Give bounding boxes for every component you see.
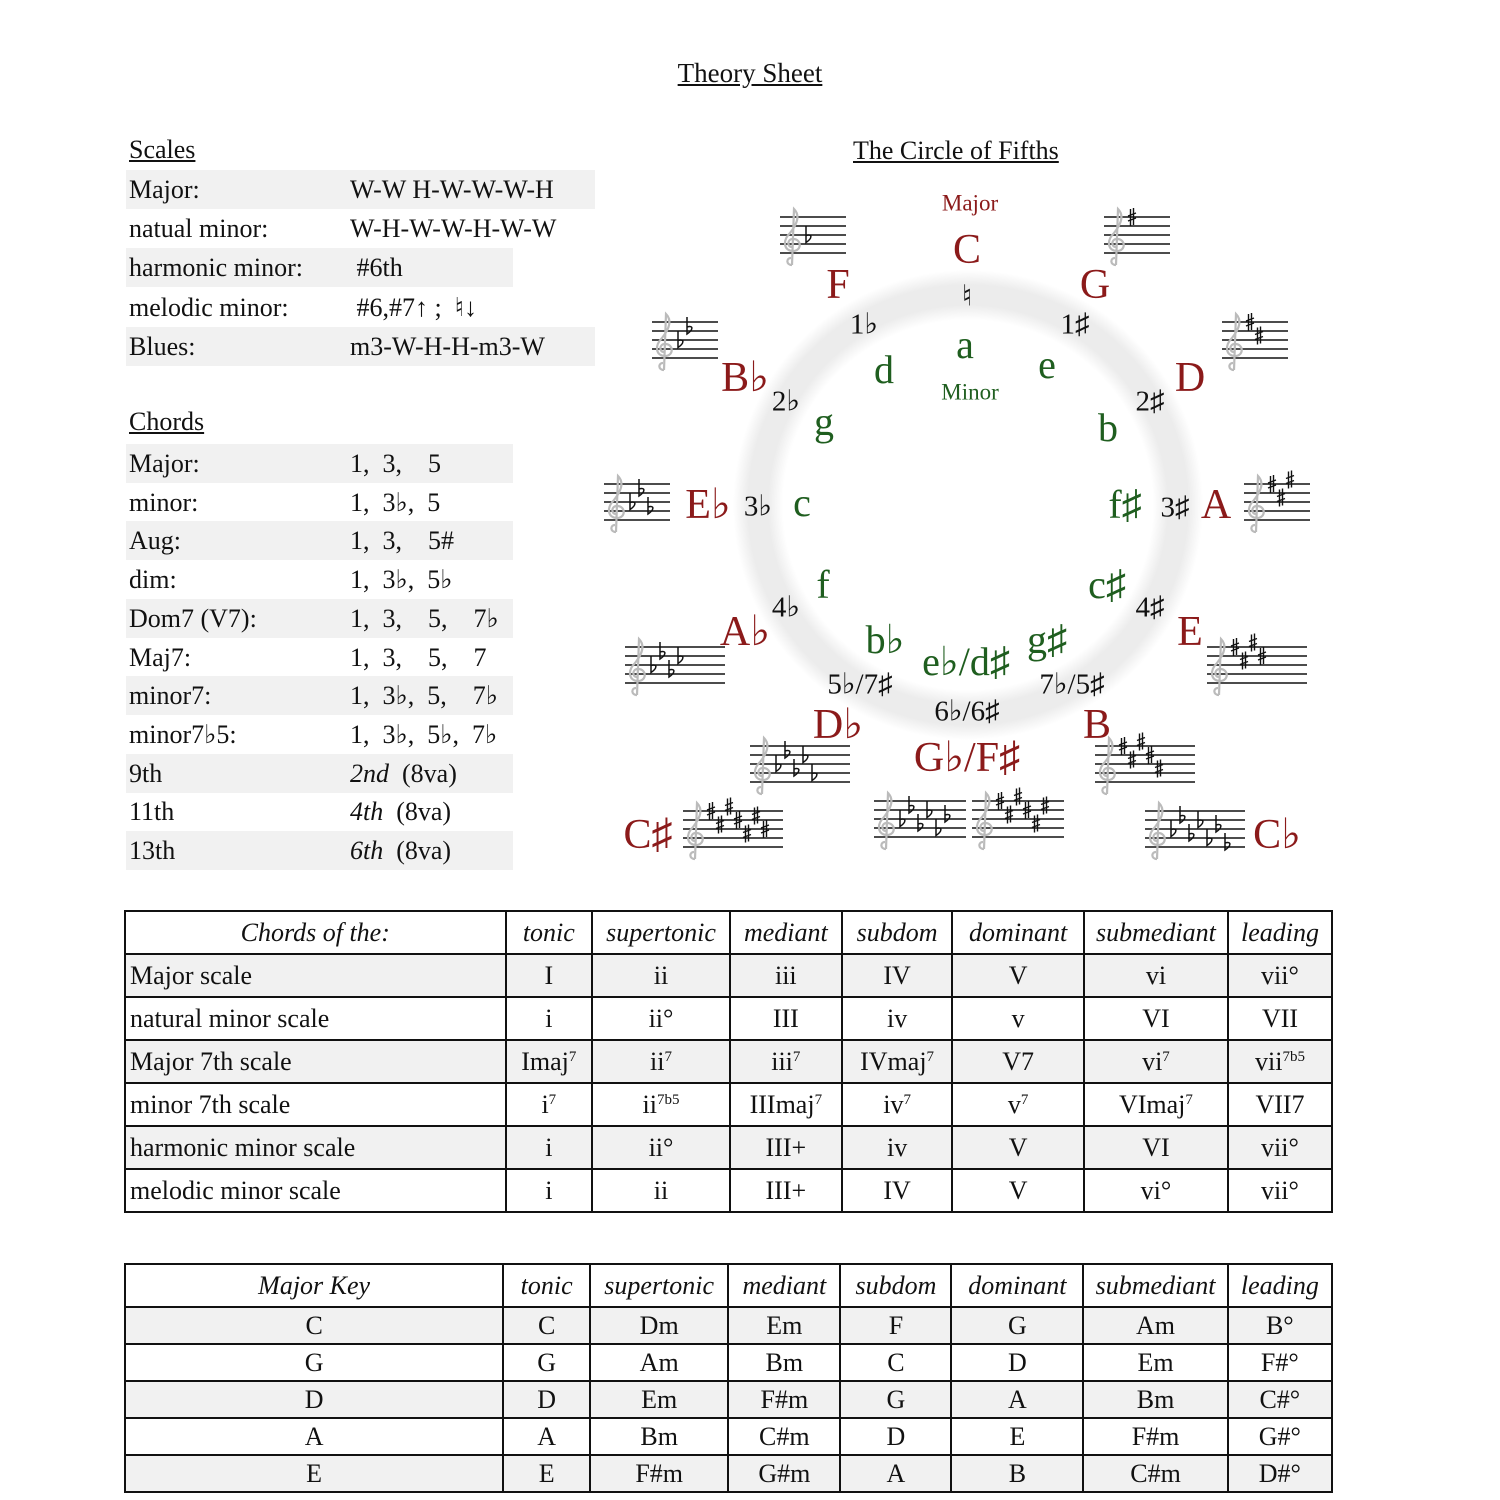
column-header: subdom [842, 911, 953, 954]
key-signature-staff [1145, 797, 1245, 867]
chord-cell: G#m [728, 1455, 840, 1492]
sharp-icon [1277, 489, 1285, 507]
scale-formula: m3-W-H-H-m3-W [350, 331, 545, 361]
chord-cell: A [503, 1418, 590, 1455]
scale-name: harmonic minor: [129, 253, 304, 283]
chord-cell [1228, 954, 1332, 997]
key-name-cell: E [125, 1455, 503, 1492]
chord-name: Major: [129, 449, 200, 478]
scale-formula: W-W H-W-W-W-H [350, 175, 554, 204]
flat-icon [927, 801, 932, 818]
flat-icon [803, 746, 808, 763]
column-header: submediant [1084, 911, 1228, 954]
accidental-count: 7♭/5♯ [1039, 668, 1105, 701]
sharp-icon [716, 816, 724, 834]
accidental-count: 3♭ [743, 490, 773, 523]
chord-cell [1084, 997, 1228, 1040]
chord-cell [842, 954, 953, 997]
minor-key-label: c [793, 480, 811, 525]
chord-extension: 7 [1020, 1091, 1029, 1108]
column-header: leading [1228, 911, 1332, 954]
chord-extension: 7 [548, 1091, 557, 1108]
chord-cell: C#m [1083, 1455, 1227, 1492]
scale-name-cell: Major 7th scale [125, 1040, 506, 1083]
key-signature-staff [1222, 308, 1288, 378]
chord-numeral: iv [886, 1132, 908, 1162]
chord-cell: Bm [1083, 1381, 1227, 1418]
chord-extension: 7 [792, 1048, 801, 1065]
flat-icon [776, 755, 781, 772]
chord-numeral: ii [653, 1175, 669, 1205]
chord-cell: G [503, 1344, 590, 1381]
chord-name: Aug: [129, 526, 181, 556]
table-row [125, 1381, 1332, 1418]
table-header-row [125, 1264, 1332, 1307]
chord-numeral: V [1008, 1132, 1028, 1162]
chord-cell: F [840, 1307, 951, 1344]
chord-name: minor7♭5: [129, 719, 237, 749]
major-key-label: A [1200, 482, 1232, 528]
key-signature-staff [1244, 470, 1310, 540]
major-key-label: B [1082, 702, 1112, 748]
chord-cell [1084, 1169, 1228, 1212]
chord-octave: 1, 3♭, 5♭, 7♭ [350, 719, 498, 749]
chord-numeral: i [545, 1003, 553, 1033]
chord-numeral: III+ [765, 1132, 807, 1162]
key-signature-staff [625, 633, 725, 703]
chord-numeral: IIImaj [749, 1089, 815, 1119]
key-signature-staff [683, 797, 783, 867]
chord-numeral: VI [1142, 1003, 1170, 1033]
chord-numeral: IV [883, 960, 911, 990]
minor-key-label: b♭ [865, 617, 905, 662]
sharp-icon [1255, 327, 1263, 345]
chord-cell: F#m [728, 1381, 840, 1418]
chord-numeral: IVmaj [860, 1046, 927, 1076]
chord-cell: F#m [590, 1455, 728, 1492]
chord-numeral: v [1007, 1089, 1021, 1119]
chord-name: 11th [129, 797, 175, 827]
chord-numeral: v [1011, 1003, 1025, 1033]
chord-cell: C [840, 1344, 951, 1381]
table-row [125, 1344, 1332, 1381]
chord-numeral: V7 [1002, 1046, 1035, 1076]
column-header: supertonic [590, 1264, 728, 1307]
major-label: Major [941, 190, 999, 216]
flat-icon [630, 493, 635, 510]
chord-cell [592, 1040, 730, 1083]
major-key-label: D♭ [812, 702, 864, 748]
chord-numeral: vii [1255, 1046, 1283, 1076]
chord-cell [1228, 997, 1332, 1040]
chord-name: minor: [129, 487, 199, 517]
chord-cell: Dm [590, 1307, 728, 1344]
chords-heading: Chords [129, 407, 205, 436]
chord-numeral: IV [883, 1175, 911, 1205]
sharp-icon [725, 798, 733, 816]
table-row [125, 954, 1332, 997]
minor-key-label: f [816, 562, 830, 607]
chord-numeral: vii° [1261, 1175, 1299, 1205]
table-header-row [125, 911, 1332, 954]
minor-label: Minor [941, 379, 999, 405]
chord-numeral: vii° [1261, 1132, 1299, 1162]
chord-numeral: iv [886, 1003, 908, 1033]
accidental-count: 2♯ [1135, 385, 1165, 418]
chord-numeral: III+ [765, 1175, 807, 1205]
flat-icon [651, 656, 656, 673]
chord-cell [952, 1169, 1083, 1212]
chord-cell: F#° [1228, 1344, 1332, 1381]
chord-numeral: ii° [648, 1132, 674, 1162]
sharp-icon [1032, 815, 1040, 833]
chord-cell [1084, 1040, 1228, 1083]
table-row [125, 1307, 1332, 1344]
chord-numeral: V [1008, 960, 1028, 990]
accidental-count: 1♭ [849, 308, 879, 341]
chord-numeral: vi [1142, 1046, 1163, 1076]
chord-octave: 1, 3, 5, 7 [350, 642, 487, 672]
enharmonic-key-label: C♭ [1253, 812, 1301, 858]
major-key-label: C [952, 227, 982, 273]
chord-cell: Em [728, 1307, 840, 1344]
key-signature-staff [652, 308, 718, 378]
chord-cell [506, 1083, 593, 1126]
chord-cell [1084, 1083, 1228, 1126]
chord-numeral: iv [883, 1089, 904, 1119]
chord-cell: Am [1083, 1307, 1227, 1344]
chord-extension: 7 [1185, 1091, 1193, 1108]
chord-octave: (8va) [383, 836, 452, 865]
chord-numeral: VII [1261, 1003, 1299, 1033]
key-name-cell: C [125, 1307, 503, 1344]
minor-key-label: e [1038, 342, 1056, 387]
chord-cell: E [951, 1418, 1083, 1455]
chord-numeral: i [545, 1175, 553, 1205]
scale-name-cell: harmonic minor scale [125, 1126, 506, 1169]
chord-name: 13th [129, 836, 176, 865]
column-header: dominant [952, 911, 1083, 954]
chord-numeral: VI [1142, 1132, 1170, 1162]
sharp-icon [1137, 733, 1145, 751]
sharp-icon [1005, 806, 1013, 824]
chord-name: 9th [129, 758, 163, 788]
chord-numeral: ii [642, 1089, 657, 1119]
sharp-icon [1286, 471, 1294, 489]
scale-name-cell: melodic minor scale [125, 1169, 506, 1212]
accidental-count: 2♭ [771, 385, 801, 418]
flat-icon [812, 764, 817, 781]
chord-numeral: Imaj [521, 1046, 569, 1076]
chord-cell: B [951, 1455, 1083, 1492]
chord-cell: C#° [1228, 1381, 1332, 1418]
chord-cell: G [840, 1381, 951, 1418]
sharp-icon [743, 825, 751, 843]
chord-cell [506, 1169, 593, 1212]
key-signature-staff [972, 787, 1064, 857]
chord-numeral: iii [771, 1046, 793, 1076]
sharp-icon [1041, 797, 1049, 815]
chord-numeral: ii° [648, 1003, 674, 1033]
chord-extension: 7 [1162, 1048, 1170, 1065]
table-row [125, 997, 1332, 1040]
scale-name-cell: natural minor scale [125, 997, 506, 1040]
chord-cell [506, 1126, 593, 1169]
chord-cell [592, 1169, 730, 1212]
major-key-table [124, 1263, 1333, 1493]
chord-cell: C [503, 1307, 590, 1344]
chord-interval: 6th [350, 836, 384, 865]
chord-cell: Bm [728, 1344, 840, 1381]
chord-cell [506, 997, 593, 1040]
scales-heading: Scales [129, 135, 196, 164]
chord-cell [506, 1040, 593, 1083]
scale-name: melodic minor: [129, 292, 289, 322]
chord-extension: 7 [903, 1091, 911, 1108]
sharp-icon [752, 807, 760, 825]
chord-cell [952, 1083, 1083, 1126]
accidental-count: 1♯ [1060, 308, 1090, 341]
chord-cell [730, 1083, 842, 1126]
chord-cell [952, 1040, 1083, 1083]
major-key-label: E [1177, 609, 1203, 655]
sharp-icon [1155, 760, 1163, 778]
scale-name: Major: [129, 175, 200, 204]
flat-icon [1207, 829, 1212, 846]
column-header: mediant [730, 911, 842, 954]
chord-cell: Am [590, 1344, 728, 1381]
minor-key-label: b [1098, 405, 1118, 450]
major-key-label: G♭/F♯ [913, 735, 1021, 781]
chord-numeral: VImaj [1118, 1089, 1186, 1119]
key-name-cell: G [125, 1344, 503, 1381]
chord-extension: 7 [814, 1091, 823, 1108]
key-signature-staff [1207, 633, 1307, 703]
chord-numeral: i [541, 1089, 549, 1119]
scale-name: natual minor: [129, 214, 269, 244]
chord-octave: 1, 3, 5, 7♭ [350, 603, 499, 633]
accidental-count: 4♯ [1135, 591, 1165, 624]
column-header: tonic [503, 1264, 590, 1307]
chord-cell [842, 1040, 953, 1083]
minor-key-label: c♯ [1088, 562, 1126, 607]
sharp-icon [1128, 751, 1136, 769]
chord-cell: C#m [728, 1418, 840, 1455]
chord-octave: 1, 3♭, 5♭ [350, 565, 453, 595]
chord-cell: Em [1083, 1344, 1227, 1381]
table-row [125, 1455, 1332, 1492]
chord-cell: E [503, 1455, 590, 1492]
major-key-label: G [1079, 262, 1111, 308]
chord-cell: D [503, 1381, 590, 1418]
flat-icon [806, 226, 811, 243]
chord-interval: 2nd [350, 758, 389, 788]
chord-cell [730, 1040, 842, 1083]
chord-numeral: i [545, 1132, 553, 1162]
column-header: tonic [506, 911, 593, 954]
chord-cell: Em [590, 1381, 728, 1418]
scale-formula: #6,#7↑ ; ♮↓ [350, 292, 478, 322]
chord-cell [842, 1126, 953, 1169]
chord-cell [592, 1083, 730, 1126]
column-header: submediant [1083, 1264, 1227, 1307]
chord-interval: 4th [350, 797, 384, 827]
flat-icon [1171, 820, 1176, 837]
chord-extension: 7 [926, 1048, 935, 1065]
chord-octave: 1, 3♭, 5, 7♭ [350, 681, 499, 711]
chord-octave: (8va) [383, 797, 452, 827]
chord-cell [730, 1126, 842, 1169]
chord-numeral: V [1008, 1175, 1028, 1205]
chord-numeral: ii [650, 1046, 665, 1076]
chord-name: minor7: [129, 681, 212, 711]
minor-key-label: e♭/d♯ [922, 639, 1010, 684]
scale-name: Blues: [129, 331, 196, 361]
accidental-count: 3♯ [1160, 491, 1190, 524]
chord-octave: 1, 3, 5 [350, 449, 441, 478]
table-row [125, 1126, 1332, 1169]
scale-name-cell: minor 7th scale [125, 1083, 506, 1126]
chord-name: dim: [129, 565, 177, 595]
minor-key-label: a [956, 322, 974, 367]
chord-extension: 7 [664, 1048, 672, 1065]
minor-key-label: d [874, 347, 894, 392]
chord-cell [952, 1126, 1083, 1169]
chord-cell: G [951, 1307, 1083, 1344]
sharp-icon [1240, 652, 1248, 670]
accidental-count: 4♭ [771, 591, 801, 624]
chord-extension: 7b5 [1282, 1048, 1305, 1065]
chord-cell [952, 997, 1083, 1040]
flat-icon [900, 810, 905, 827]
column-header: subdom [840, 1264, 951, 1307]
major-key-label: A♭ [719, 609, 771, 655]
chord-cell [1084, 1126, 1228, 1169]
flat-icon [678, 647, 683, 664]
column-header: mediant [728, 1264, 840, 1307]
scale-formula: W-H-W-W-H-W-W [350, 214, 557, 244]
major-key-label: B♭ [721, 355, 769, 401]
column-header: Major Key [125, 1264, 503, 1307]
chord-numeral: III [772, 1003, 799, 1033]
flat-icon [678, 331, 683, 348]
scale-formula: #6th [350, 253, 403, 283]
chord-numeral: vi° [1140, 1175, 1172, 1205]
column-header: leading [1228, 1264, 1332, 1307]
minor-key-label: g♯ [1027, 617, 1067, 662]
chord-cell: A [951, 1381, 1083, 1418]
chord-numeral: ii [653, 960, 669, 990]
major-key-label: D [1174, 355, 1206, 401]
chord-cell [592, 954, 730, 997]
chord-cell [842, 1169, 953, 1212]
chord-cell: G#° [1228, 1418, 1332, 1455]
chord-cell [1228, 1083, 1332, 1126]
key-signature-staff [1104, 203, 1170, 273]
sharp-icon [1249, 634, 1257, 652]
column-header: dominant [951, 1264, 1083, 1307]
accidental-count: 5♭/7♯ [827, 668, 893, 701]
chord-cell [1228, 1040, 1332, 1083]
column-header: supertonic [592, 911, 730, 954]
major-key-label: F [826, 262, 850, 308]
chord-cell [842, 1083, 953, 1126]
chord-cell [592, 997, 730, 1040]
chord-octave: 1, 3, 5# [350, 526, 454, 556]
scale-name-cell: Major scale [125, 954, 506, 997]
chord-cell: A [840, 1455, 951, 1492]
chord-extension: 7 [568, 1048, 577, 1065]
chord-cell [842, 997, 953, 1040]
enharmonic-key-label: C♯ [623, 812, 673, 858]
flat-icon [936, 819, 941, 836]
accidental-count: ♮ [961, 280, 973, 313]
major-key-label: E♭ [685, 482, 731, 528]
accidental-count: 6♭/6♯ [934, 695, 1000, 728]
flat-icon [1198, 811, 1203, 828]
chord-numeral: vii° [1261, 960, 1299, 990]
chord-numeral: I [544, 960, 554, 990]
column-header: Chords of the: [125, 911, 506, 954]
chord-octave: 1, 3♭, 5 [350, 487, 441, 517]
chord-cell: D#° [1228, 1455, 1332, 1492]
chord-name: Dom7 (V7): [129, 603, 257, 633]
key-name-cell: A [125, 1418, 503, 1455]
key-name-cell: D [125, 1381, 503, 1418]
key-signature-staff [874, 787, 966, 857]
chord-cell [592, 1126, 730, 1169]
key-signature-staff [604, 470, 670, 540]
chord-cell [1228, 1126, 1332, 1169]
table-row [125, 1040, 1332, 1083]
table-row [125, 1083, 1332, 1126]
chord-cell: D [951, 1344, 1083, 1381]
chord-cell [730, 954, 842, 997]
title-text: Theory Sheet [677, 58, 823, 88]
minor-key-label: g [814, 399, 834, 444]
chord-numeral: vi [1145, 960, 1167, 990]
chord-extension: 7b5 [656, 1091, 680, 1108]
chord-cell [1084, 954, 1228, 997]
chord-octave: (8va) [389, 758, 457, 788]
chord-cell: B° [1228, 1307, 1332, 1344]
chord-cell [952, 954, 1083, 997]
chord-cell: Bm [590, 1418, 728, 1455]
chord-cell [506, 954, 593, 997]
chord-name: Maj7: [129, 642, 192, 672]
circle-of-fifths-title: The Circle of Fifths [853, 136, 1059, 165]
chord-cell: F#m [1083, 1418, 1227, 1455]
chord-cell [730, 1169, 842, 1212]
table-row [125, 1418, 1332, 1455]
chord-cell [730, 997, 842, 1040]
sharp-icon [1014, 788, 1022, 806]
chords-of-scale-table [124, 910, 1333, 1213]
chord-cell: D [840, 1418, 951, 1455]
chord-cell [1228, 1169, 1332, 1212]
table-row [125, 1169, 1332, 1212]
chord-numeral: iii [774, 960, 797, 990]
chord-numeral: VII7 [1255, 1089, 1305, 1119]
minor-key-label: f♯ [1108, 482, 1142, 527]
